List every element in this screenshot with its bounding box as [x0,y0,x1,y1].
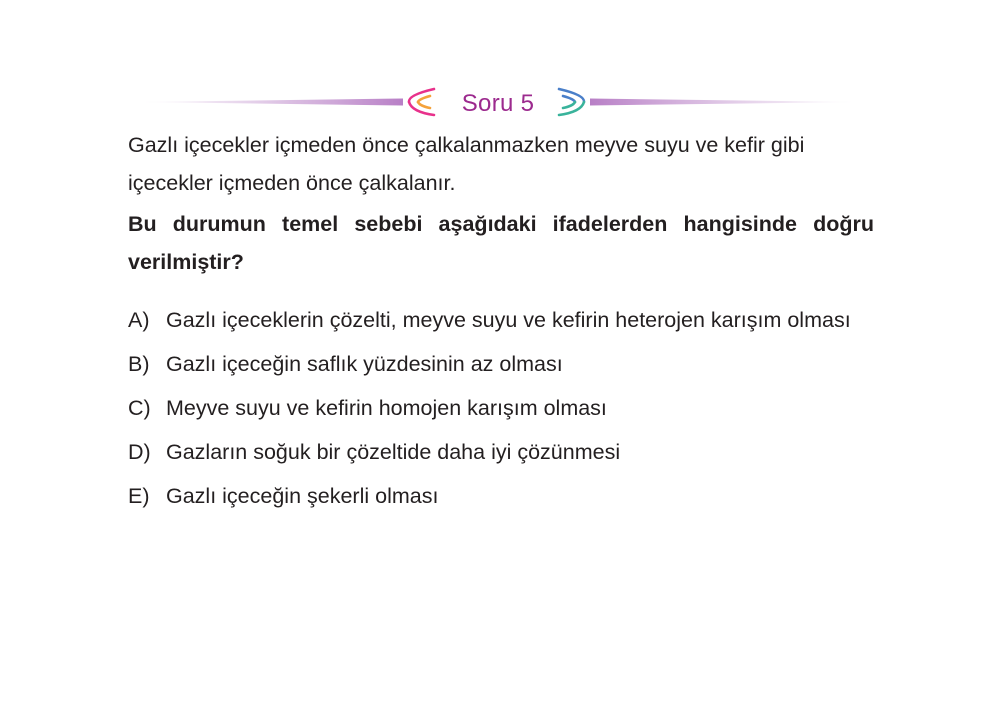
option-letter: E) [128,484,150,508]
option-text: Gazlı içeceklerin çözelti, meyve suyu ve kefirin heterojen karışım olması [166,308,851,332]
option-letter: B) [128,352,150,376]
question-prompt: Bu durumun temel sebebi aşağıdaki ifadelerden hangisinde doğru verilmiştir? [128,212,874,274]
question-header [128,82,868,122]
option-letter: A) [128,308,150,332]
option-a[interactable] [128,303,874,337]
option-text: Gazların soğuk bir çözeltide daha iyi çözünmesi [166,440,621,464]
option-e[interactable] [128,479,874,513]
option-b[interactable] [128,347,874,381]
answer-options [128,303,874,523]
question-stem: Gazlı içecekler içmeden önce çalkalanmazken meyve suyu ve kefir gibi içecekler içmeden önce çalkalanır. [128,133,805,195]
option-text: Gazlı içeceğin şekerli olması [166,484,439,508]
option-c[interactable] [128,391,874,425]
option-d[interactable] [128,435,874,469]
option-letter: C) [128,396,151,420]
option-text: Gazlı içeceğin saflık yüzdesinin az olması [166,352,563,376]
option-letter: D) [128,440,151,464]
question-number: Soru 5 [128,90,868,118]
option-text: Meyve suyu ve kefirin homojen karışım olması [166,396,607,420]
